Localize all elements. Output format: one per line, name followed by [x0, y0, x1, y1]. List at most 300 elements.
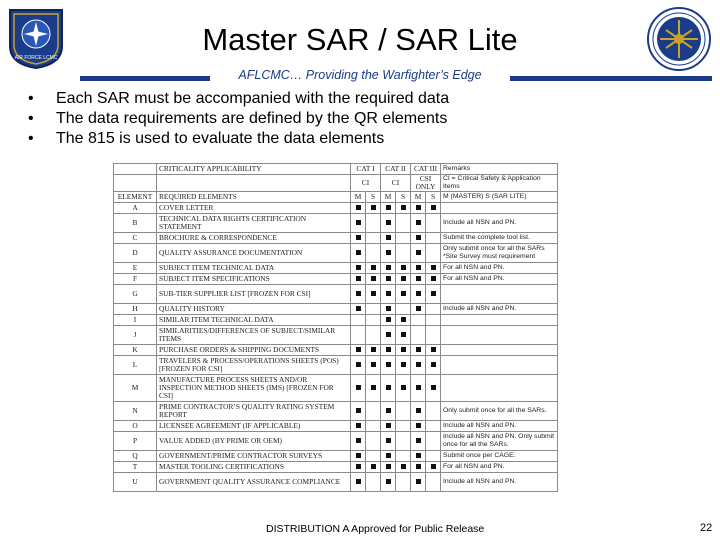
requirement-cell [396, 462, 411, 473]
remarks-cell: For all NSN and PN. [441, 274, 558, 285]
requirement-cell [426, 274, 441, 285]
sar-requirements-table-wrapper [113, 163, 558, 492]
requirement-cell [426, 244, 441, 263]
required-mark-icon [371, 205, 376, 210]
requirement-cell [366, 462, 381, 473]
remarks-cell: Only submit once for all the SARs. [441, 402, 558, 421]
required-mark-icon [401, 291, 406, 296]
required-element: TECHNICAL DATA RIGHTS CERTIFICATION STATEMENT [157, 214, 351, 233]
remarks-cell: Only submit once for all the SARs *Site Survey must requirement [441, 244, 558, 263]
requirement-cell [426, 375, 441, 402]
table-row [114, 451, 558, 462]
element-code: D [114, 244, 157, 263]
requirement-cell [426, 326, 441, 345]
header-cat3-csi: CSI ONLY [411, 175, 441, 192]
bullet-dot-icon: • [28, 90, 34, 107]
header-s: S [366, 192, 381, 203]
bullet-item [28, 89, 449, 109]
required-mark-icon [356, 479, 361, 484]
requirement-cell [396, 421, 411, 432]
requirement-cell [426, 421, 441, 432]
requirement-cell [396, 214, 411, 233]
required-mark-icon [416, 205, 421, 210]
requirement-cell [381, 421, 396, 432]
required-mark-icon [386, 423, 391, 428]
required-mark-icon [431, 205, 436, 210]
requirement-cell [381, 462, 396, 473]
requirement-cell [381, 274, 396, 285]
requirement-cell [381, 402, 396, 421]
requirement-cell [426, 203, 441, 214]
required-mark-icon [416, 276, 421, 281]
required-element: LICENSEE AGREEMENT (IF APPLICABLE) [157, 421, 351, 432]
requirement-cell [366, 421, 381, 432]
requirement-cell [351, 304, 366, 315]
remarks-cell [441, 345, 558, 356]
requirement-cell [351, 473, 366, 492]
table-row [114, 274, 558, 285]
remarks-cell: Include all NSN and PN. [441, 304, 558, 315]
requirement-cell [351, 326, 366, 345]
table-row [114, 432, 558, 451]
required-mark-icon [386, 276, 391, 281]
required-mark-icon [416, 291, 421, 296]
remarks-cell: Submit once per CAGE. [441, 451, 558, 462]
table-row [114, 402, 558, 421]
requirement-cell [351, 462, 366, 473]
tagline: AFLCMC… Providing the Warfighter’s Edge [238, 68, 482, 82]
requirement-cell [366, 326, 381, 345]
remarks-cell: Include all NSN and PN. Only submit once for all the SARs. [441, 432, 558, 451]
requirement-cell [396, 244, 411, 263]
required-element: QUALITY HISTORY [157, 304, 351, 315]
distribution-statement: DISTRIBUTION A Approved for Public Release [266, 523, 485, 535]
required-mark-icon [431, 464, 436, 469]
requirement-cell [426, 285, 441, 304]
required-element: SUBJECT ITEM SPECIFICATIONS [157, 274, 351, 285]
required-element: SIMILAR ITEM TECHNICAL DATA [157, 315, 351, 326]
requirement-cell [381, 315, 396, 326]
requirement-cell [426, 402, 441, 421]
requirement-cell [396, 402, 411, 421]
remarks-cell [441, 315, 558, 326]
requirement-cell [351, 315, 366, 326]
requirement-cell [426, 432, 441, 451]
requirement-cell [411, 304, 426, 315]
bullet-text: The 815 is used to evaluate the data elements [56, 130, 385, 147]
required-mark-icon [371, 347, 376, 352]
requirement-cell [351, 244, 366, 263]
element-code: P [114, 432, 157, 451]
required-mark-icon [416, 408, 421, 413]
requirement-cell [351, 421, 366, 432]
required-element: PRIME CONTRACTOR’S QUALITY RATING SYSTEM REPORT [157, 402, 351, 421]
header-cat2-ci: CI [381, 175, 411, 192]
required-mark-icon [416, 423, 421, 428]
required-element: QUALITY ASSURANCE DOCUMENTATION [157, 244, 351, 263]
requirement-cell [381, 345, 396, 356]
element-code: A [114, 203, 157, 214]
required-mark-icon [386, 347, 391, 352]
bullet-item [28, 129, 449, 149]
requirement-cell [426, 451, 441, 462]
requirement-cell [366, 285, 381, 304]
required-element: GOVERNMENT/PRIME CONTRACTOR SURVEYS [157, 451, 351, 462]
required-mark-icon [416, 362, 421, 367]
remarks-cell [441, 285, 558, 304]
required-mark-icon [401, 276, 406, 281]
required-mark-icon [356, 408, 361, 413]
table-row [114, 233, 558, 244]
header-remarks-legend: M (MASTER) S (SAR LITE) [441, 192, 558, 203]
required-element: MASTER TOOLING CERTIFICATIONS [157, 462, 351, 473]
remarks-cell [441, 203, 558, 214]
required-mark-icon [386, 250, 391, 255]
requirement-cell [396, 304, 411, 315]
sar-requirements-table [113, 163, 558, 492]
table-row [114, 244, 558, 263]
required-mark-icon [356, 362, 361, 367]
table-row [114, 356, 558, 375]
required-element: SUB-TIER SUPPLIER LIST [FROZEN FOR CSI] [157, 285, 351, 304]
header-blank [114, 175, 157, 192]
requirement-cell [381, 233, 396, 244]
requirement-cell [351, 285, 366, 304]
requirement-cell [411, 263, 426, 274]
header-cat3: CAT III [411, 164, 441, 175]
required-element: COVER LETTER [157, 203, 351, 214]
requirement-cell [351, 432, 366, 451]
element-code: E [114, 263, 157, 274]
required-mark-icon [386, 385, 391, 390]
header-element: ELEMENT [114, 192, 157, 203]
requirement-cell [396, 233, 411, 244]
requirement-cell [411, 451, 426, 462]
element-code: J [114, 326, 157, 345]
requirement-cell [366, 263, 381, 274]
required-mark-icon [356, 220, 361, 225]
requirement-cell [411, 233, 426, 244]
bullet-text: Each SAR must be accompanied with the required data [56, 90, 450, 107]
requirement-cell [351, 451, 366, 462]
header-blank [157, 175, 351, 192]
required-mark-icon [416, 265, 421, 270]
requirement-cell [366, 274, 381, 285]
requirement-cell [351, 263, 366, 274]
requirement-cell [366, 244, 381, 263]
remarks-cell: Submit the complete tool list. [441, 233, 558, 244]
required-mark-icon [386, 220, 391, 225]
header-criticality: CRITICALITY APPLICABILITY [157, 164, 351, 175]
required-mark-icon [356, 205, 361, 210]
element-code: K [114, 345, 157, 356]
requirement-cell [426, 473, 441, 492]
required-mark-icon [401, 347, 406, 352]
requirement-cell [426, 462, 441, 473]
required-mark-icon [401, 385, 406, 390]
table-row [114, 214, 558, 233]
requirement-cell [366, 451, 381, 462]
bullet-dot-icon: • [28, 130, 34, 147]
table-row [114, 345, 558, 356]
page-number: 22 [700, 522, 713, 534]
required-mark-icon [386, 464, 391, 469]
required-element: MANUFACTURE PROCESS SHEETS AND/OR INSPECTION METHOD SHEETS (IMS) [FROZEN FOR CSI] [157, 375, 351, 402]
header-remarks: Remarks [441, 164, 558, 175]
requirement-cell [411, 473, 426, 492]
requirement-cell [426, 233, 441, 244]
requirement-cell [381, 214, 396, 233]
requirement-cell [411, 402, 426, 421]
requirement-cell [411, 285, 426, 304]
header-s: S [396, 192, 411, 203]
requirement-cell [426, 214, 441, 233]
table-row [114, 421, 558, 432]
required-mark-icon [356, 291, 361, 296]
requirement-cell [381, 432, 396, 451]
bullet-list [28, 89, 449, 149]
header-blank [114, 164, 157, 175]
required-mark-icon [416, 235, 421, 240]
required-mark-icon [431, 385, 436, 390]
requirement-cell [351, 402, 366, 421]
svg-text:AIR FORCE LCMC: AIR FORCE LCMC [14, 55, 58, 61]
requirement-cell [381, 203, 396, 214]
requirement-cell [426, 345, 441, 356]
required-mark-icon [401, 464, 406, 469]
requirement-cell [366, 402, 381, 421]
requirement-cell [411, 432, 426, 451]
element-code: U [114, 473, 157, 492]
requirement-cell [411, 326, 426, 345]
requirement-cell [366, 214, 381, 233]
requirement-cell [351, 274, 366, 285]
table-header-row [114, 164, 558, 175]
required-mark-icon [386, 317, 391, 322]
header-m: M [351, 192, 366, 203]
requirement-cell [381, 356, 396, 375]
required-element: SIMILARITIES/DIFFERENCES OF SUBJECT/SIMILAR ITEMS [157, 326, 351, 345]
requirement-cell [396, 274, 411, 285]
requirement-cell [351, 214, 366, 233]
requirement-cell [396, 203, 411, 214]
required-mark-icon [356, 265, 361, 270]
requirement-cell [366, 473, 381, 492]
requirement-cell [366, 345, 381, 356]
required-element: BROCHURE & CORRESPONDENCE [157, 233, 351, 244]
element-code: I [114, 315, 157, 326]
table-header-row [114, 192, 558, 203]
required-mark-icon [416, 220, 421, 225]
required-mark-icon [371, 464, 376, 469]
element-code: C [114, 233, 157, 244]
element-code: B [114, 214, 157, 233]
required-mark-icon [356, 453, 361, 458]
bullet-dot-icon: • [28, 110, 34, 127]
required-mark-icon [416, 385, 421, 390]
required-element: SUBJECT ITEM TECHNICAL DATA [157, 263, 351, 274]
element-code: T [114, 462, 157, 473]
required-mark-icon [386, 438, 391, 443]
requirement-cell [396, 473, 411, 492]
header-s: S [426, 192, 441, 203]
required-element: VALUE ADDED (BY PRIME OR OEM) [157, 432, 351, 451]
requirement-cell [381, 473, 396, 492]
remarks-cell: Include all NSN and PN. [441, 214, 558, 233]
header-cat1: CAT I [351, 164, 381, 175]
requirement-cell [411, 421, 426, 432]
required-mark-icon [386, 332, 391, 337]
required-mark-icon [386, 453, 391, 458]
requirement-cell [426, 356, 441, 375]
required-mark-icon [356, 385, 361, 390]
requirement-cell [396, 263, 411, 274]
requirement-cell [396, 356, 411, 375]
requirement-cell [351, 233, 366, 244]
requirement-cell [366, 375, 381, 402]
required-mark-icon [401, 317, 406, 322]
required-mark-icon [401, 205, 406, 210]
required-mark-icon [356, 464, 361, 469]
required-mark-icon [416, 306, 421, 311]
requirement-cell [411, 203, 426, 214]
element-code: L [114, 356, 157, 375]
required-mark-icon [356, 423, 361, 428]
requirement-cell [351, 375, 366, 402]
required-mark-icon [416, 453, 421, 458]
element-code: G [114, 285, 157, 304]
requirement-cell [426, 315, 441, 326]
required-mark-icon [416, 347, 421, 352]
requirement-cell [396, 451, 411, 462]
required-mark-icon [416, 250, 421, 255]
requirement-cell [366, 356, 381, 375]
requirement-cell [411, 345, 426, 356]
requirement-cell [381, 451, 396, 462]
required-mark-icon [356, 250, 361, 255]
requirement-cell [366, 432, 381, 451]
required-mark-icon [401, 362, 406, 367]
required-mark-icon [356, 438, 361, 443]
table-row [114, 326, 558, 345]
required-mark-icon [371, 362, 376, 367]
required-mark-icon [431, 347, 436, 352]
table-row [114, 315, 558, 326]
required-mark-icon [401, 332, 406, 337]
remarks-cell: Include all NSN and PN. [441, 473, 558, 492]
requirement-cell [366, 203, 381, 214]
table-row [114, 263, 558, 274]
requirement-cell [411, 462, 426, 473]
remarks-cell [441, 356, 558, 375]
table-row [114, 285, 558, 304]
required-element: TRAVELERS & PROCESS/OPERATIONS SHEETS (POS) [FROZEN FOR CSI] [157, 356, 351, 375]
requirement-cell [381, 326, 396, 345]
required-mark-icon [416, 438, 421, 443]
requirement-cell [396, 345, 411, 356]
table-row [114, 462, 558, 473]
required-mark-icon [386, 306, 391, 311]
requirement-cell [411, 274, 426, 285]
required-mark-icon [386, 479, 391, 484]
bullet-text: The data requirements are defined by the QR elements [56, 110, 448, 127]
remarks-cell: For all NSN and PN. [441, 263, 558, 274]
required-mark-icon [356, 306, 361, 311]
requirement-cell [381, 285, 396, 304]
element-code: O [114, 421, 157, 432]
required-mark-icon [386, 408, 391, 413]
requirement-cell [351, 203, 366, 214]
header-m: M [411, 192, 426, 203]
required-mark-icon [416, 464, 421, 469]
table-row [114, 473, 558, 492]
requirement-cell [411, 244, 426, 263]
required-mark-icon [431, 291, 436, 296]
requirement-cell [396, 432, 411, 451]
requirement-cell [396, 315, 411, 326]
requirement-cell [426, 263, 441, 274]
element-code: F [114, 274, 157, 285]
header-cat1-ci: CI [351, 175, 381, 192]
element-code: Q [114, 451, 157, 462]
required-element: GOVERNMENT QUALITY ASSURANCE COMPLIANCE [157, 473, 351, 492]
required-mark-icon [431, 362, 436, 367]
element-code: H [114, 304, 157, 315]
required-mark-icon [401, 265, 406, 270]
requirement-cell [366, 315, 381, 326]
requirement-cell [411, 214, 426, 233]
requirement-cell [381, 304, 396, 315]
required-mark-icon [416, 479, 421, 484]
requirement-cell [426, 304, 441, 315]
header-m: M [381, 192, 396, 203]
required-mark-icon [371, 265, 376, 270]
required-mark-icon [371, 291, 376, 296]
requirement-cell [351, 356, 366, 375]
required-mark-icon [386, 362, 391, 367]
requirement-cell [396, 326, 411, 345]
table-row [114, 375, 558, 402]
table-row [114, 304, 558, 315]
remarks-cell: For all NSN and PN. [441, 462, 558, 473]
remarks-cell [441, 375, 558, 402]
requirement-cell [381, 375, 396, 402]
element-code: M [114, 375, 157, 402]
required-mark-icon [356, 276, 361, 281]
remarks-cell [441, 326, 558, 345]
bullet-item [28, 109, 449, 129]
header-cat2: CAT II [381, 164, 411, 175]
required-mark-icon [371, 385, 376, 390]
required-mark-icon [356, 235, 361, 240]
requirement-cell [351, 345, 366, 356]
remarks-cell: Include all NSN and PN. [441, 421, 558, 432]
requirement-cell [366, 233, 381, 244]
required-element: PURCHASE ORDERS & SHIPPING DOCUMENTS [157, 345, 351, 356]
table-header-row [114, 175, 558, 192]
requirement-cell [411, 356, 426, 375]
required-mark-icon [386, 291, 391, 296]
required-mark-icon [386, 205, 391, 210]
requirement-cell [381, 244, 396, 263]
header-remarks-note: CI = Critical Safety & Application Items [441, 175, 558, 192]
required-mark-icon [356, 347, 361, 352]
table-row [114, 203, 558, 214]
required-mark-icon [386, 235, 391, 240]
requirement-cell [396, 375, 411, 402]
required-mark-icon [431, 265, 436, 270]
required-mark-icon [371, 276, 376, 281]
